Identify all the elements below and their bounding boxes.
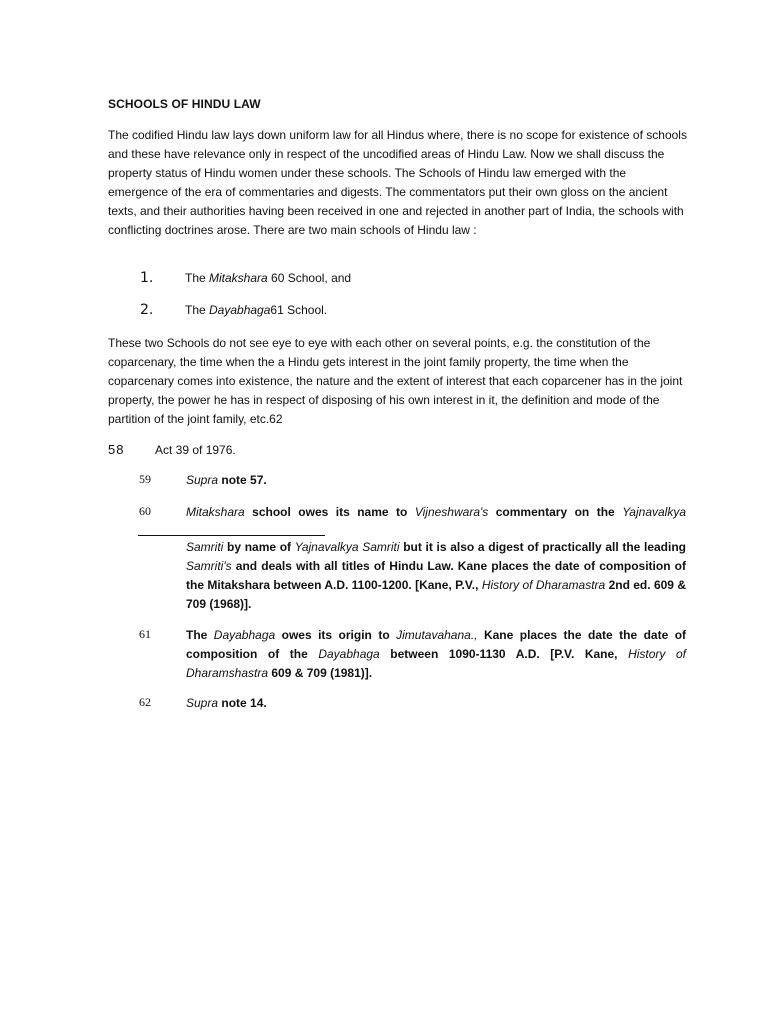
footnote-number: 58 bbox=[108, 442, 125, 457]
footnote-text: Supra note 14. bbox=[186, 696, 267, 710]
list-text: The Dayabhaga61 School. bbox=[185, 303, 328, 317]
list-text: The Mitakshara 60 School, and bbox=[185, 271, 352, 285]
footnote-number: 60 bbox=[139, 504, 151, 518]
footnote-text: Supra note 57. bbox=[186, 473, 267, 487]
footnote-number: 61 bbox=[139, 627, 151, 641]
footnote-separator-line bbox=[138, 535, 325, 536]
paragraph-intro: The codified Hindu law lays down uniform law for all Hindus where, there is no scope for existence of schools and these have relevance only in respect of the uncodified areas of Hindu Law. Now we shall discuss the property status of Hindu women under these schools. The Schools of Hindu law emerged with the emergence of the era of commentaries and digests. The commentators put their own gloss on the ancient texts, and their authorities having been received in one and rejected in another part of India, the schools with conflicting doctrines arose. There are two main schools of Hindu law : bbox=[108, 128, 687, 237]
footnote-text: Mitakshara school owes its name to Vijneshwara's commentary on the Yajnavalkya bbox=[186, 505, 687, 519]
footnote-text: Act 39 of 1976. bbox=[155, 443, 236, 457]
footnote-text: The Dayabhaga owes its origin to Jimutavahana., Kane places the date the date of composition of the Dayabhaga between 1090-1130 A.D. [P.V. Kane, History of Dharamshastra 609 & 709 (1981)]. bbox=[186, 628, 687, 680]
footnote-number: 59 bbox=[139, 472, 151, 486]
footnote-text: Samriti by name of Yajnavalkya Samriti but it is also a digest of practically all the leading Samriti's and deals with all titles of Hindu Law. Kane places the date of composition of the Mitakshara between A.D. 1100-1200. [Kane, P.V., History of Dharamastra 2nd ed. 609 & 709 (1968)]. bbox=[186, 540, 687, 611]
footnote-number: 62 bbox=[139, 695, 151, 709]
paragraph-comparison: These two Schools do not see eye to eye with each other on several points, e.g. the constitution of the coparcenary, the time when the a Hindu gets interest in the joint family property, the time when the coparcenary comes into existence, the nature and the extent of interest that each coparcener has in the joint property, the power he has in respect of disposing of his own interest in it, the definition and mode of the partition of the joint family, etc.62 bbox=[108, 336, 683, 426]
list-number: 2. bbox=[140, 302, 154, 318]
list-number: 1. bbox=[140, 270, 154, 286]
page-title: SCHOOLS OF HINDU LAW bbox=[108, 97, 261, 111]
